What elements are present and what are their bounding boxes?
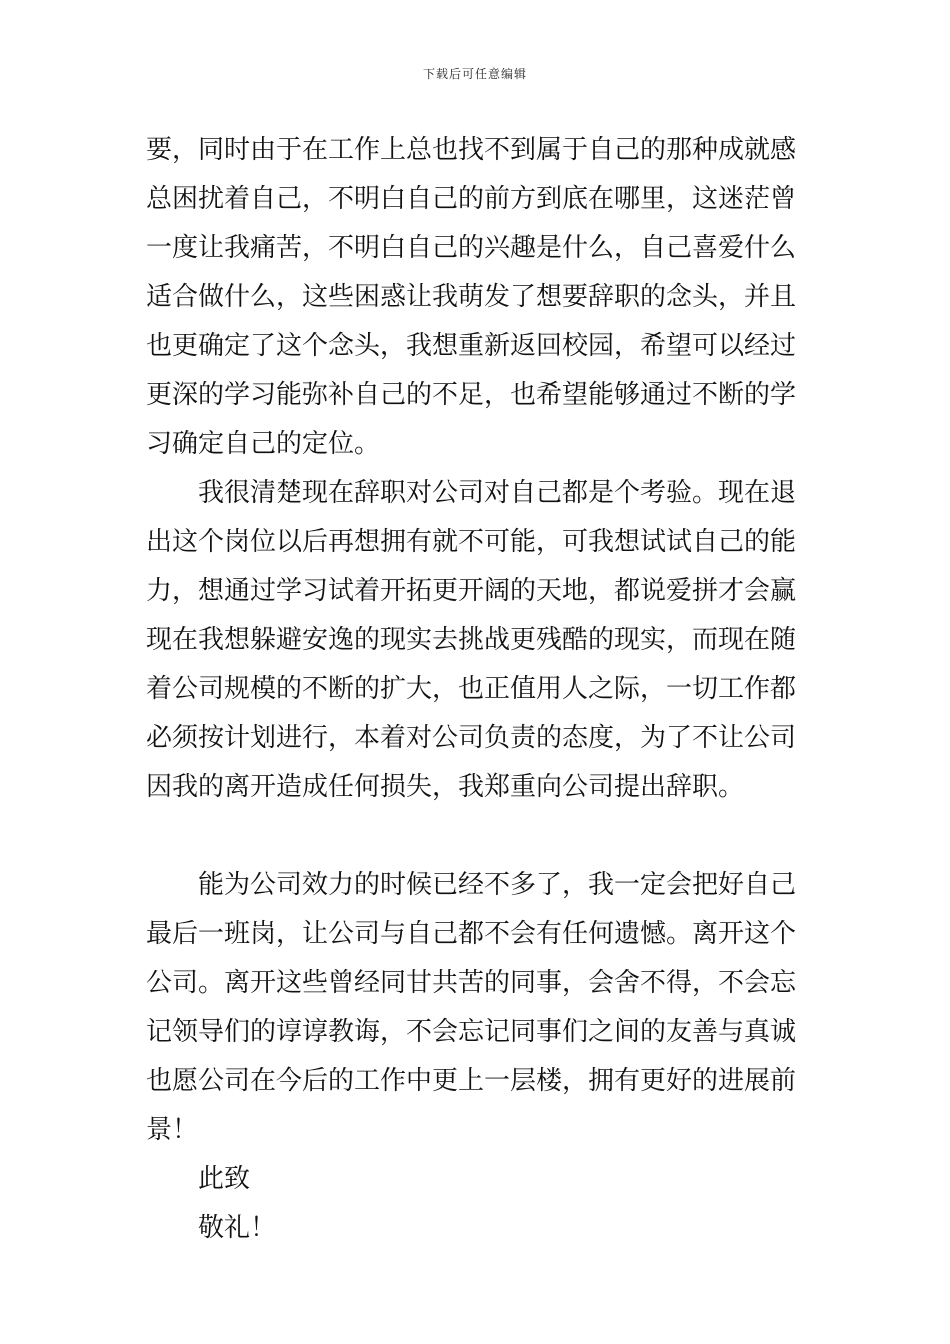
text-line: 适合做什么，这些困惑让我萌发了想要辞职的念头，并且 [146, 282, 797, 312]
text-line: 要，同时由于在工作上总也找不到属于自己的那种成就感 [146, 135, 797, 165]
paragraph-1 [146, 126, 808, 469]
text-line: 记领导们的谆谆教诲，不会忘记同事们之间的友善与真诚 [146, 1017, 797, 1047]
text-line: 我很清楚现在辞职对公司对自己都是个考验。现在退 [198, 478, 797, 508]
text-line: 一度让我痛苦，不明白自己的兴趣是什么，自己喜爱什么 [146, 233, 797, 263]
text-line [146, 812, 808, 861]
text-line: 出这个岗位以后再想拥有就不可能，可我想试试自己的能 [146, 527, 797, 557]
text-line: 总困扰着自己，不明白自己的前方到底在哪里，这迷茫曾 [146, 184, 797, 214]
text-line: 公司。离开这些曾经同甘共苦的同事，会舍不得，不会忘 [146, 968, 797, 998]
text-line: 更深的学习能弥补自己的不足，也希望能够通过不断的学 [146, 380, 797, 410]
text-line: 必须按计划进行，本着对公司负责的态度，为了不让公司 [146, 723, 797, 753]
text-line: 习确定自己的定位。 [146, 429, 381, 459]
text-line: 能为公司效力的时候已经不多了，我一定会把好自己 [198, 870, 797, 900]
text-line: 现在我想躲避安逸的现实去挑战更残酷的现实，而现在随 [146, 625, 797, 655]
text-line: 也愿公司在今后的工作中更上一层楼，拥有更好的进展前 [146, 1066, 797, 1096]
text-line: 力，想通过学习试着开拓更开阔的天地，都说爱拼才会赢 [146, 576, 797, 606]
paragraph-2 [146, 469, 808, 861]
text-line: 着公司规模的不断的扩大，也正值用人之际，一切工作都 [146, 674, 797, 704]
letter-body [146, 126, 808, 1253]
text-line: 因我的离开造成任何损失，我郑重向公司提出辞职。 [146, 772, 745, 802]
closing-greeting: 此致 [198, 1164, 251, 1194]
letter-closing [146, 1155, 808, 1253]
text-line: 最后一班岗，让公司与自己都不会有任何遗憾。离开这个 [146, 919, 797, 949]
text-line: 景！ [146, 1115, 199, 1145]
page-header-note: 下载后可任意编辑 [422, 67, 527, 81]
text-line: 也更确定了这个念头，我想重新返回校园，希望可以经过 [146, 331, 797, 361]
closing-salute: 敬礼！ [198, 1213, 277, 1243]
paragraph-3 [146, 861, 808, 1155]
